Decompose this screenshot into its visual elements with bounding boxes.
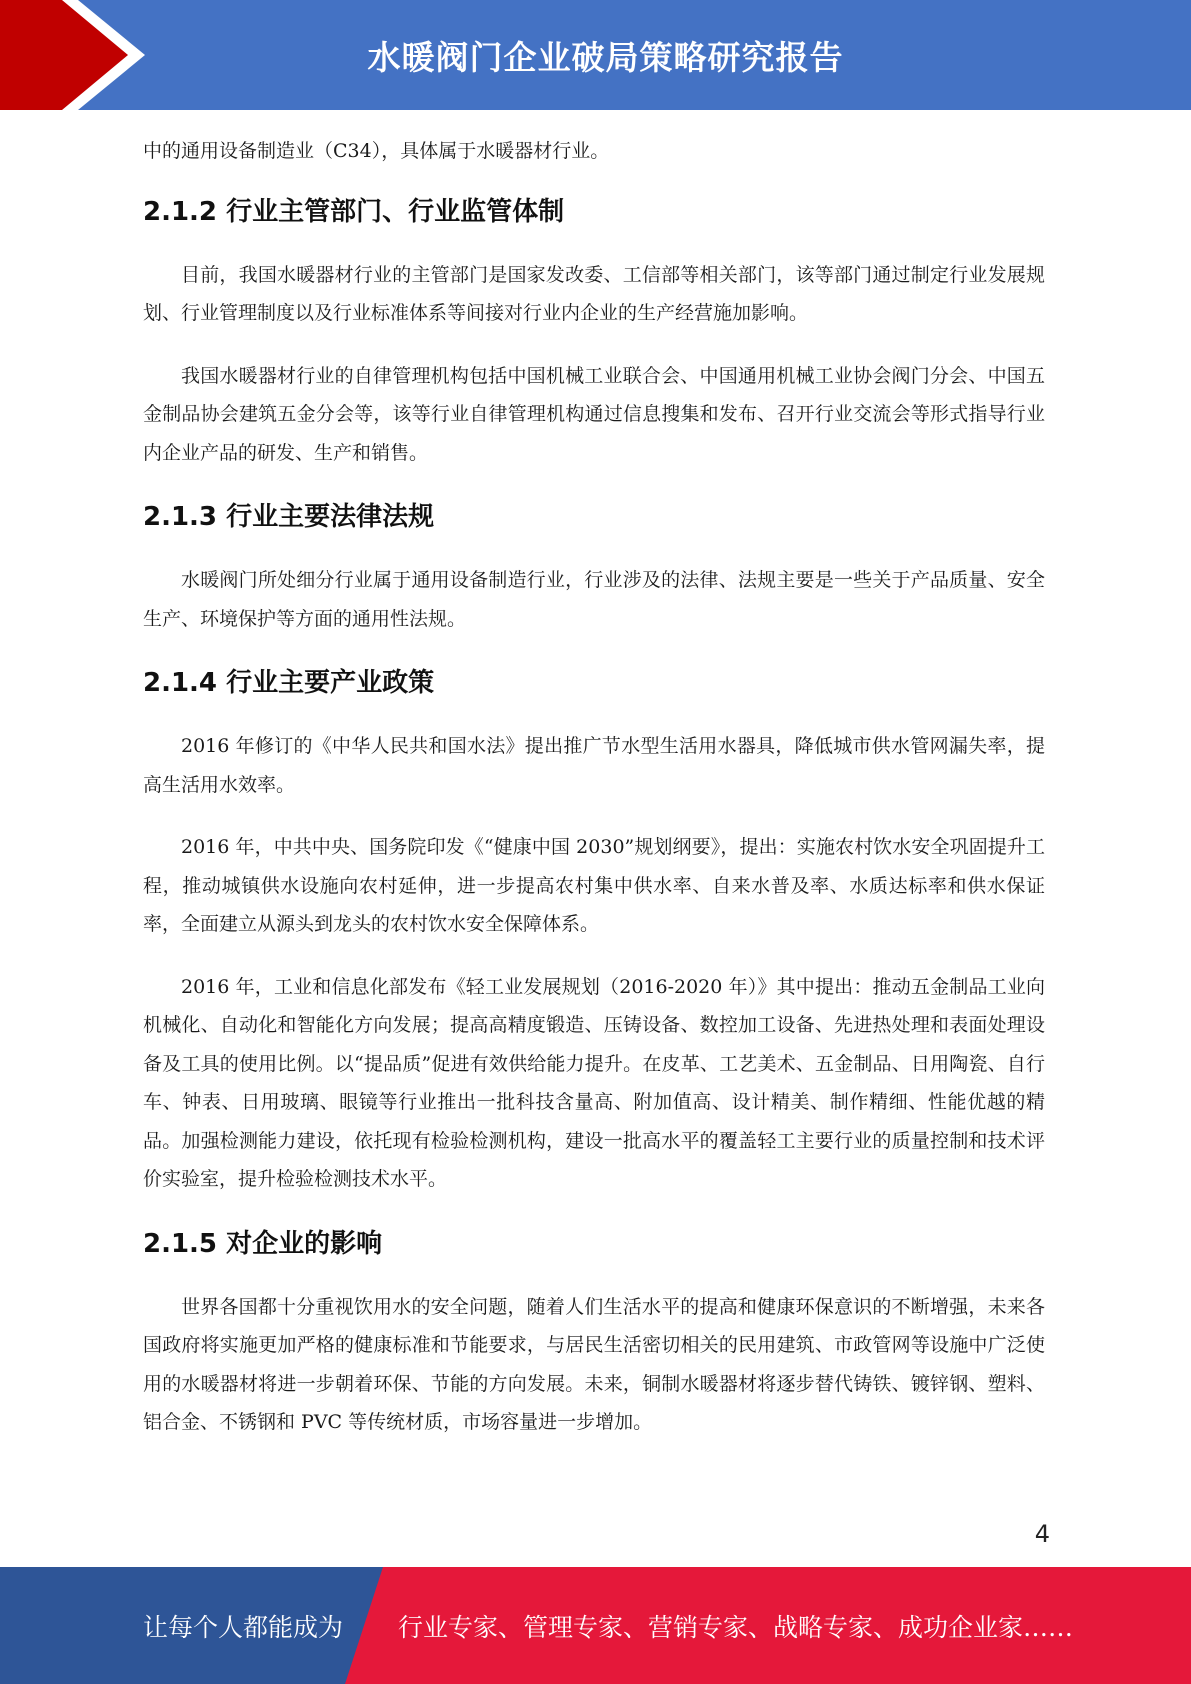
intro-paragraph: 中的通用设备制造业（C34），具体属于水暖器材行业。 [143, 140, 610, 162]
section-paragraph: 2016 年，工业和信息化部发布《轻工业发展规划（2016-2020 年）》其中提出：推动五金制品工业向机械化、自动化和智能化方向发展；提高高精度锻造、压铸设备、数控加工设备、先进热处理和表面处理设备及工具的使用比例。以“提品质”促进有效供给能力提升。在皮革、工艺美术、五金制品、日用陶瓷、自行车、钟表、日用玻璃、眼镜等行业推出一批科技含量高、附加值高、设计精美、制作精细、性能优越的精品。加强检测能力建设，依托现有检验检测机构，建设一批高水平的覆盖轻工主要行业的质量控制和技术评价实验室，提升检验检测技术水平。 [143, 975, 1045, 1190]
section-2-1-2 [143, 191, 1045, 473]
section-paragraph: 目前，我国水暖器材行业的主管部门是国家发改委、工信部等相关部门，该等部门通过制定行业发展规划、行业管理制度以及行业标准体系等间接对行业内企业的生产经营施加影响。 [143, 263, 1045, 324]
section-paragraph: 2016 年修订的《中华人民共和国水法》提出推广节水型生活用水器具，降低城市供水管网漏失率，提高生活用水效率。 [143, 735, 1045, 796]
section-heading: 2.1.2 行业主管部门、行业监管体制 [143, 196, 565, 227]
page-header [0, 0, 1191, 110]
document-body [143, 132, 1045, 1442]
section-heading: 2.1.4 行业主要产业政策 [143, 668, 435, 698]
section-2-1-4 [143, 662, 1045, 1199]
section-paragraph: 水暖阀门所处细分行业属于通用设备制造行业，行业涉及的法律、法规主要是一些关于产品质量、安全生产、环境保护等方面的通用性法规。 [143, 569, 1045, 630]
section-2-1-3 [143, 496, 1045, 638]
footer-slogan-right: 行业专家、管理专家、营销专家、战略专家、成功企业家…… [398, 1612, 1074, 1642]
section-heading: 2.1.5 对企业的影响 [143, 1228, 383, 1259]
section-2-1-5 [143, 1223, 1045, 1442]
section-paragraph: 2016 年，中共中央、国务院印发《“健康中国 2030”规划纲要》，提出：实施农村饮水安全巩固提升工程，推动城镇供水设施向农村延伸，进一步提高农村集中供水率、自来水普及率、水质达标率和供水保证率，全面建立从源头到龙头的农村饮水安全保障体系。 [143, 836, 1045, 935]
section-heading: 2.1.3 行业主要法律法规 [143, 502, 435, 532]
footer-slogan-left: 让每个人都能成为 [143, 1612, 344, 1642]
section-paragraph: 我国水暖器材行业的自律管理机构包括中国机械工业联合会、中国通用机械工业协会阀门分会、中国五金制品协会建筑五金分会等，该等行业自律管理机构通过信息搜集和发布、召开行业交流会等形式指导行业内企业产品的研发、生产和销售。 [143, 364, 1045, 464]
section-paragraph: 世界各国都十分重视饮用水的安全问题，随着人们生活水平的提高和健康环保意识的不断增强，未来各国政府将实施更加严格的健康标准和节能要求，与居民生活密切相关的民用建筑、市政管网等设施中广泛使用的水暖器材将进一步朝着环保、节能的方向发展。未来，铜制水暖器材将逐步替代铸铁、镀锌钢、塑料、铝合金、不锈钢和 PVC 等传统材质，市场容量进一步增加。 [143, 1295, 1045, 1433]
report-title: 水暖阀门企业破局策略研究报告 [367, 37, 844, 77]
page-number: 4 [1034, 1520, 1050, 1548]
page-footer [0, 1567, 1191, 1684]
